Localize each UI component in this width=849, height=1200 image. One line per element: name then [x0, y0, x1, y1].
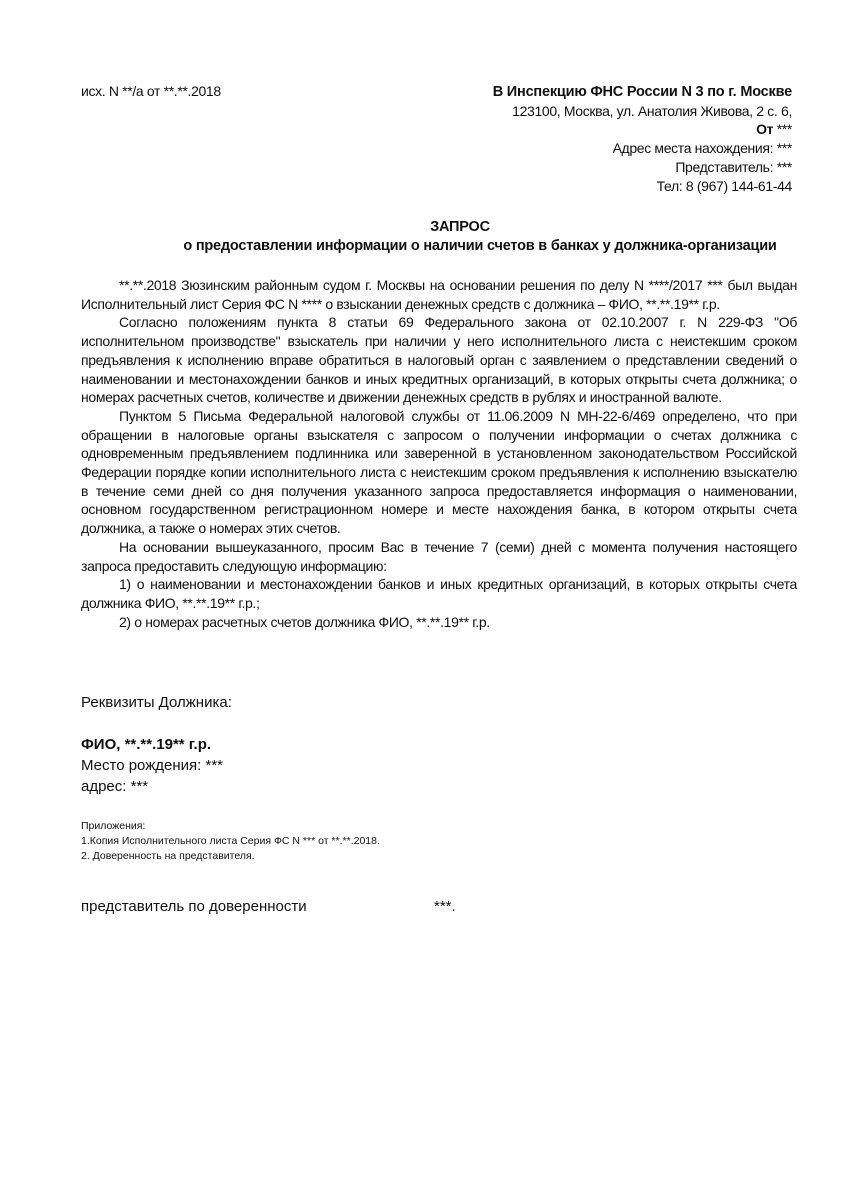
from-value: *** [773, 121, 792, 138]
paragraph: Согласно положениям пункта 8 статьи 69 Федерального закона от 02.10.2007 г. N 229-ФЗ "Об исполнительном производстве" взыскатель при наличии у него исполнительного листа с неистекшим сроком предъявления к исполнению вправе обратиться в налоговый орган с заявлением о представлении сведений о наименовании и местонахождении банков и иных кредитных организаций, в которых открыты счета должника; о номерах расчетных счетов, количестве и движении денежных средств в рублях и иностранной валюте. [81, 314, 797, 406]
addressee: В Инспекцию ФНС России N 3 по г. Москве [492, 84, 792, 100]
paragraph: На основании вышеуказанного, просим Вас в течение 7 (семи) дней с момента получения настоящего запроса предоставить следующую информацию: [81, 538, 797, 574]
addressee-block [493, 83, 792, 195]
debtor-address: адрес: *** [81, 778, 149, 795]
list-item: 1) о наименовании и местонахождении банков и иных кредитных организаций, в которых открыты счета должника ФИО, **.**.19** г.р.; [81, 576, 797, 611]
paragraph: Пунктом 5 Письма Федеральной налоговой службы от 11.06.2009 N МН-22-6/469 определено, что при обращении в налоговые органы взыскателя с запросом о получении информации о счетах должника с одновременным предъявлением подлинника или заверенной в установленном законодательством Российской Федерации порядке копии исполнительного листа с неистекшим сроком предъявления к исполнению взыскателю в течение семи дней со дня получения указанного запроса предоставляется информация о наименовании, основном государственном регистрационном номере и месте нахождения банка, в котором открыты счета должника, а также о номерах этих счетов. [81, 407, 797, 537]
from-line [493, 120, 792, 139]
debtor-name: ФИО, **.**.19** г.р. [81, 736, 212, 753]
phone: Тел: 8 (967) 144-61-44 [656, 177, 792, 194]
title-subtitle: о предоставлении информации о наличии счетов в банках у должника-организации [183, 238, 777, 254]
from-label: От [756, 121, 774, 138]
representative: Представитель: *** [675, 158, 792, 175]
attachments-heading: Приложения: [81, 820, 146, 832]
attachments [81, 819, 380, 864]
attachment-item: 2. Доверенность на представителя. [81, 850, 255, 862]
list-item: 2) о номерах расчетных счетов должника ФИО, **.**.19** г.р. [119, 613, 490, 630]
title-main: ЗАПРОС [430, 219, 490, 235]
debtor-birthplace: Место рождения: *** [81, 757, 223, 774]
paragraph: **.**.2018 Зюзинским районным судом г. Москвы на основании решения по делу N ****/2017 *** был выдан Исполнительный лист Серия ФС N **** о взыскании денежных средств с должника – ФИО, **.**.19** г.р. [81, 277, 797, 312]
signature-value: ***. [434, 898, 456, 915]
document-body [81, 276, 797, 631]
attachment-item: 1.Копия Исполнительного листа Серия ФС N *** от **.**.2018. [81, 835, 380, 847]
debtor-details [81, 734, 223, 797]
addressee-address: 123100, Москва, ул. Анатолия Живова, 2 с. 6, [512, 102, 792, 119]
signature-line [81, 898, 456, 915]
signature-label: представитель по доверенности [81, 898, 307, 915]
document-title [60, 218, 849, 256]
location: Адрес места нахождения: *** [612, 140, 792, 157]
requisites-heading: Реквизиты Должника: [81, 694, 232, 711]
outgoing-number: исх. N **/а от **.**.2018 [81, 83, 221, 99]
